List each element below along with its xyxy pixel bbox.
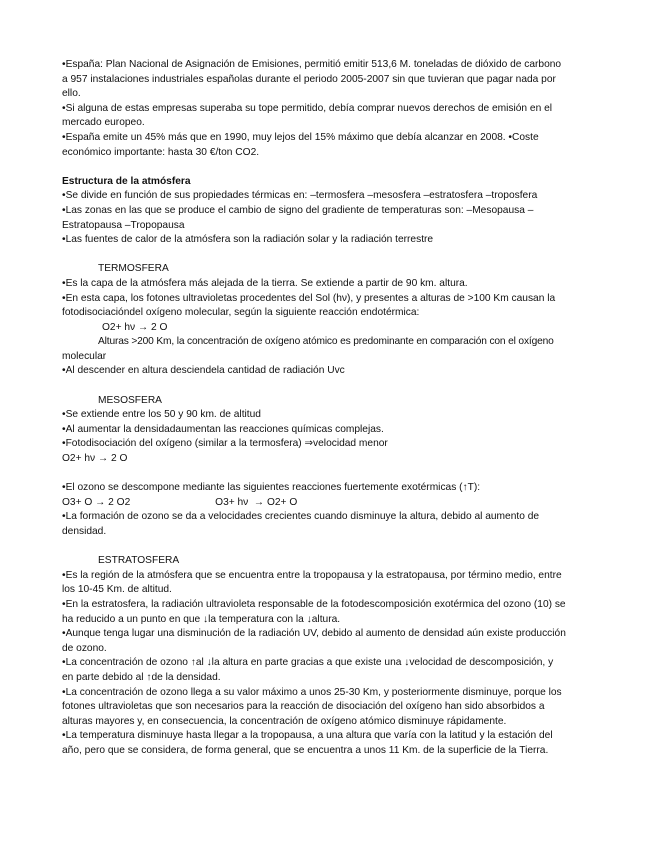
spacer bbox=[62, 248, 602, 263]
section-heading: TERMOSFERA bbox=[98, 263, 169, 275]
section-heading: MESOSFERA bbox=[98, 394, 162, 406]
text-line: •En la estratosfera, la radiación ultravioleta responsable de la fotodescomposición exotérmica del ozono (10) se bbox=[62, 598, 566, 610]
text-line: •La formación de ozono se da a velocidades crecientes cuando disminuye la altura, debido al aumento de bbox=[62, 511, 540, 523]
estructura-section bbox=[62, 175, 602, 248]
section-heading: ESTRATOSFERA bbox=[98, 555, 180, 567]
text-line: •España: Plan Nacional de Asignación de Emisiones, permitió emitir 513,6 M. toneladas de dióxido de carbono bbox=[62, 59, 562, 70]
text-line: •Si alguna de estas empresas superaba su tope permitido, debía comprar nuevos derechos de emisión en el bbox=[62, 102, 553, 114]
section-heading: Estructura de la atmósfera bbox=[62, 175, 191, 187]
text-line: los 10-45 Km. de altitud. bbox=[62, 584, 172, 596]
termosfera-section bbox=[62, 262, 602, 379]
reaction-line: O3+ O → 2 O2 O3+ hν → O2+ O bbox=[62, 496, 298, 508]
text-line: densidad. bbox=[62, 526, 107, 537]
emissions-paragraph bbox=[62, 58, 602, 160]
reaction-line: O2+ hν → 2 O bbox=[102, 321, 168, 333]
text-line: ha reducido a un punto en que ↓la temperatura con la ↓altura. bbox=[62, 613, 341, 625]
spacer bbox=[62, 467, 602, 482]
text-line: en parte debido al ↑de la densidad. bbox=[62, 671, 221, 683]
text-line: de ozono. bbox=[62, 642, 107, 654]
text-line: •Al aumentar la densidadaumentan las reacciones químicas complejas. bbox=[62, 423, 384, 435]
spacer bbox=[62, 379, 602, 394]
text-line: •El ozono se descompone mediante las siguientes reacciones fuertemente exotérmicas (↑T): bbox=[62, 482, 481, 494]
text-line: fotodisociacióndel oxígeno molecular, según la siguiente reacción endotérmica: bbox=[62, 307, 420, 319]
text-line: •Es la capa de la atmósfera más alejada de la tierra. Se extiende a partir de 90 km. altura. bbox=[62, 277, 468, 289]
spacer bbox=[62, 540, 602, 555]
text-line: Estratopausa –Tropopausa bbox=[62, 219, 185, 231]
document-page bbox=[62, 58, 602, 759]
text-line: mercado europeo. bbox=[62, 117, 145, 129]
mesosfera-section bbox=[62, 394, 602, 540]
text-line: •Es la región de la atmósfera que se encuentra entre la tropopausa y la estratopausa, por término medio, entre bbox=[62, 569, 562, 581]
text-line: •Aunque tenga lugar una disminución de la radiación UV, debido al aumento de densidad aún existe producción bbox=[62, 628, 566, 640]
text-line: •Se extiende entre los 50 y 90 km. de altitud bbox=[62, 409, 261, 421]
text-line: •En esta capa, los fotones ultravioletas procedentes del Sol (hν), y presentes a alturas de >100 Km causan la bbox=[62, 292, 556, 304]
text-line: ello. bbox=[62, 88, 81, 100]
text-line: a 957 instalaciones industriales españolas durante el periodo 2005-2007 sin que tuvieran que pagar nada por bbox=[62, 73, 556, 85]
spacer bbox=[62, 160, 602, 175]
text-line: fotones ultravioletas que son necesarios para la reacción de disociación del oxígeno han sido absorbidos a bbox=[62, 701, 545, 713]
text-line: molecular bbox=[62, 350, 107, 362]
text-line: •Al descender en altura desciendela cantidad de radiación Uvc bbox=[62, 365, 345, 377]
estratosfera-section bbox=[62, 554, 602, 758]
text-line: •Las fuentes de calor de la atmósfera son la radiación solar y la radiación terrestre bbox=[62, 234, 434, 246]
text-line: económico importante: hasta 30 €/ton CO2. bbox=[62, 146, 260, 158]
text-line: •La temperatura disminuye hasta llegar a la tropopausa, a una altura que varía con la latitud y la estación del bbox=[62, 730, 553, 742]
text-line: Alturas >200 Km, la concentración de oxígeno atómico es predominante en comparación con el oxígeno bbox=[98, 336, 554, 348]
text-line: •Las zonas en las que se produce el cambio de signo del gradiente de temperaturas son: –Mesopausa – bbox=[62, 204, 534, 216]
text-line: alturas mayores y, en consecuencia, la concentración de oxígeno atómico disminuye rápidamente. bbox=[62, 715, 507, 727]
text-line: •La concentración de ozono llega a su valor máximo a unos 25-30 Km, y posteriormente disminuye, porque los bbox=[62, 686, 562, 698]
text-line: •Fotodisociación del oxígeno (similar a la termosfera) ⇒velocidad menor bbox=[62, 438, 388, 450]
text-line: año, pero que se considera, de forma general, que se encuentra a unos 11 Km. de la superficie de la Tierra. bbox=[62, 744, 549, 756]
text-line: •Se divide en función de sus propiedades térmicas en: –termosfera –mesosfera –estratosfera –troposfera bbox=[62, 190, 538, 202]
text-line: •La concentración de ozono ↑al ↓la altura en parte gracias a que existe una ↓velocidad de descomposición, y bbox=[62, 657, 554, 669]
reaction-line: O2+ hν → 2 O bbox=[62, 453, 128, 465]
text-line: •España emite un 45% más que en 1990, muy lejos del 15% máximo que debía alcanzar en 2008. •Coste bbox=[62, 131, 539, 143]
